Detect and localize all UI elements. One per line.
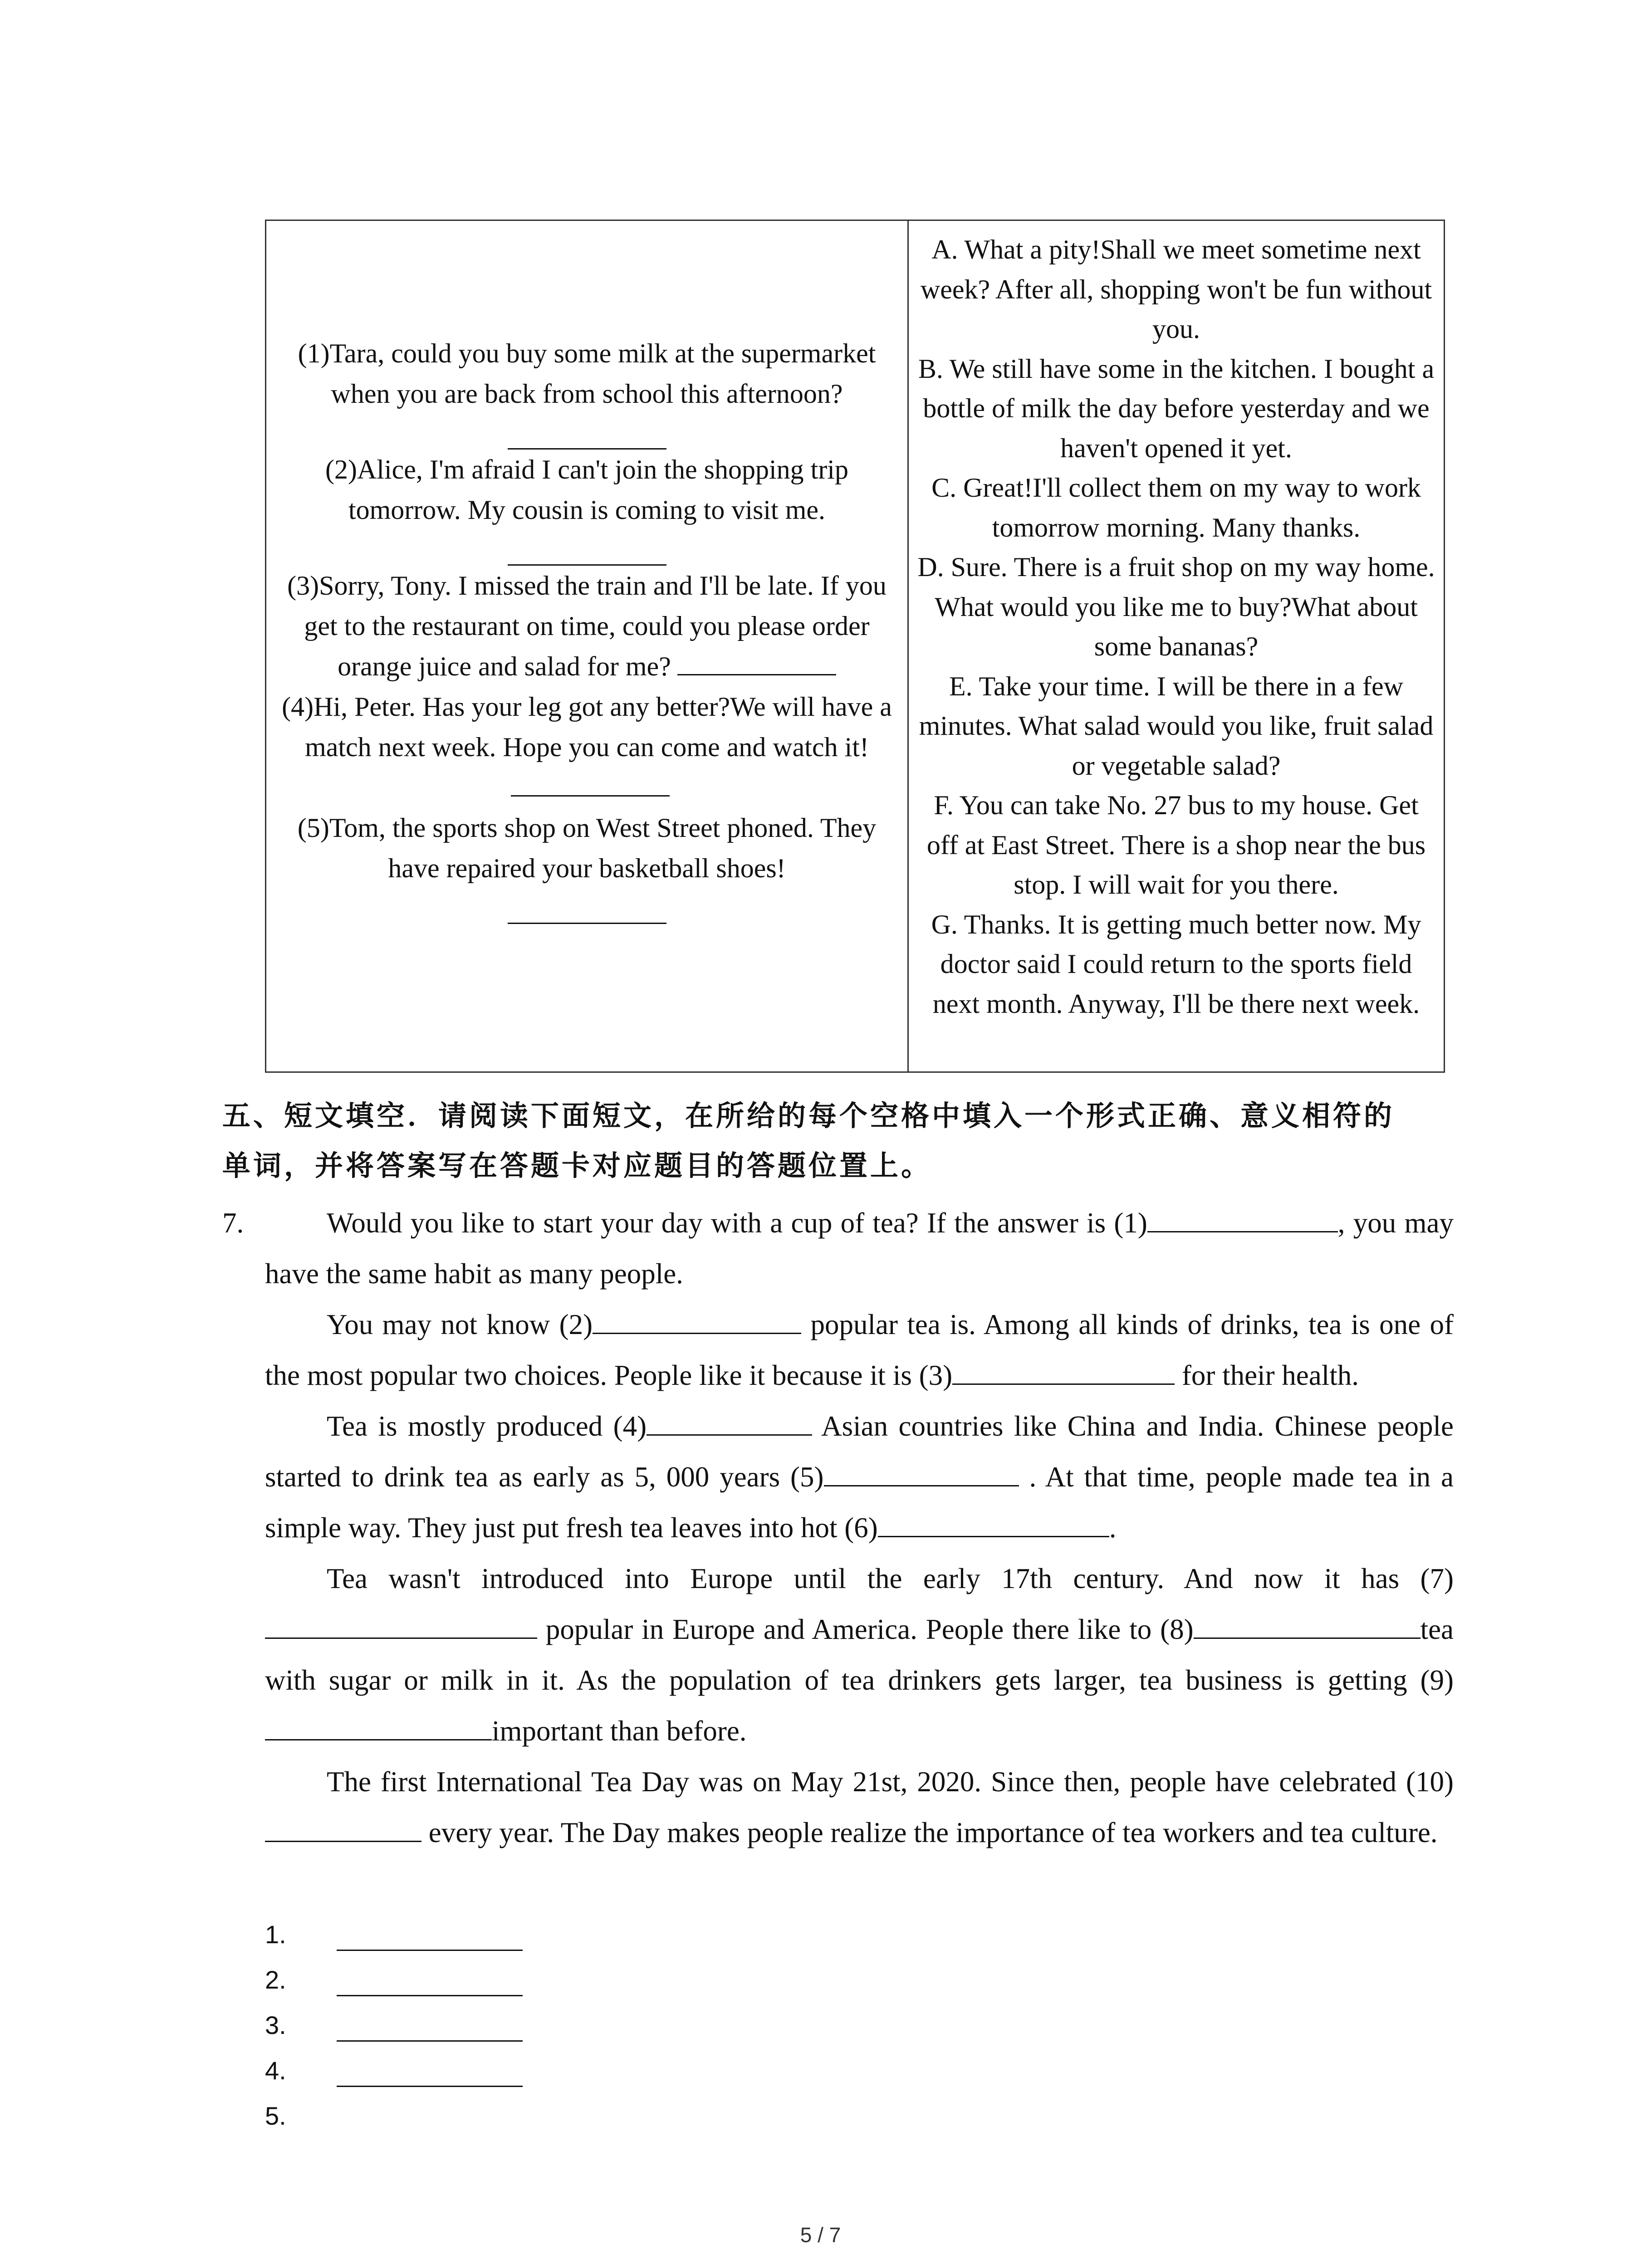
blank-6[interactable] [878,1508,1109,1537]
option-c: C. Great!I'll collect them on my way to work tomorrow morning. Many thanks. [931,473,1421,543]
blank-9[interactable] [265,1711,492,1740]
p3-text-a: Tea is mostly produced (4) [327,1410,647,1442]
p5-text-b: every year. The Day makes people realize the importance of tea workers and tea culture. [421,1817,1438,1848]
page-number: 5 / 7 [800,2223,841,2247]
option-d: D. Sure. There is a fruit shop on my way home. What would you like me to buy?What about some bananas? [917,552,1435,661]
cloze-passage [265,1198,1454,1858]
p2-text-c: for their health. [1175,1359,1359,1391]
p3-text-c: . At that time, people made tea in a simple way. They just put fresh tea leaves into hot (6) [265,1461,1454,1544]
p5-text-a: The first International Tea Day was on May 21st, 2020. Since then, people have celebrated (10) [327,1766,1454,1798]
p4-text-d: important than before. [492,1715,747,1747]
p4-text-c: tea with sugar or milk in it. As the population of tea drinkers gets larger, tea business is getting (9) [265,1613,1454,1696]
answer-line[interactable] [337,2086,523,2087]
paragraph-4 [265,1553,1454,1756]
paragraph-1 [265,1198,1454,1299]
blank-8[interactable] [1194,1609,1421,1639]
answer-number: 3. [265,2011,286,2039]
answer-number: 1. [265,1920,286,1949]
answer-number: 5. [265,2102,286,2130]
answer-blank-1[interactable] [508,414,666,450]
question-2: (2)Alice, I'm afraid I can't join the shopping trip tomorrow. My cousin is coming to visit me. [325,455,848,525]
answer-blank-5[interactable] [508,889,666,924]
paragraph-2 [265,1299,1454,1401]
question-3-text: (3)Sorry, Tony. I missed the train and I'll be late. If you get to the restaurant on time, could you please order orange juice and salad for me? [287,571,887,681]
p1-text-a: Would you like to start your day with a cup of tea? If the answer is (1) [327,1207,1147,1239]
option-a: A. What a pity!Shall we meet sometime next week? After all, shopping won't be fun without you. [920,235,1432,344]
options-column [909,221,1444,1071]
paragraph-5 [265,1756,1454,1858]
answer-blank-3[interactable] [677,647,836,675]
option-b: B. We still have some in the kitchen. I bought a bottle of milk the day before yesterday and we haven't opened it yet. [918,353,1435,463]
dialogue-table [265,220,1445,1073]
option-e: E. Take your time. I will be there in a few minutes. What salad would you like, fruit salad or vegetable salad? [919,671,1434,781]
blank-1[interactable] [1147,1203,1338,1232]
p4-text-a: Tea wasn't introduced into Europe until the early 17th century. And now it has (7) [327,1563,1454,1594]
answer-number: 4. [265,2056,286,2085]
question-number: 7. [222,1207,244,1239]
question-3 [276,566,897,687]
blank-10[interactable] [265,1813,421,1842]
answer-blank-4[interactable] [511,768,670,797]
p2-text-a: You may not know (2) [327,1309,593,1340]
p2-text-b: popular tea is. Among all kinds of drinks, tea is one of the most popular two choices. People like it because it is (3) [265,1309,1454,1391]
p1-text-b: , you may have the same habit as many people. [265,1207,1454,1290]
blank-5[interactable] [824,1457,1019,1486]
answer-line[interactable] [337,1995,523,1996]
question-5: (5)Tom, the sports shop on West Street phoned. They have repaired your basketball shoes! [297,813,877,883]
answer-number: 2. [265,1965,286,1994]
answer-line[interactable] [337,2040,523,2042]
question-4-text: (4)Hi, Peter. Has your leg got any better?We will have a match next week. Hope you can come and watch it! [282,692,892,762]
question-4 [276,687,897,808]
answer-blank-2[interactable] [508,530,666,566]
p4-text-b: popular in Europe and America. People there like to (8) [537,1613,1194,1645]
option-f: F. You can take No. 27 bus to my house. Get off at East Street. There is a shop near the bus stop. I will wait for you there. [926,790,1426,899]
option-g: G. Thanks. It is getting much better now. My doctor said I could return to the sports field next month. Anyway, I'll be there next week. [931,909,1421,1019]
p3-text-b: Asian countries like China and India. Chinese people started to drink tea as early as 5, 000 years (5) [265,1410,1454,1493]
answer-line[interactable] [337,1950,523,1951]
question-1: (1)Tara, could you buy some milk at the supermarket when you are back from school this afternoon? [298,338,876,409]
blank-3[interactable] [952,1355,1175,1385]
p3-text-d: . [1109,1512,1117,1544]
questions-column [266,221,909,1071]
blank-4[interactable] [647,1406,812,1436]
blank-7[interactable] [265,1609,537,1639]
blank-2[interactable] [593,1305,801,1334]
paragraph-3 [265,1401,1454,1553]
section-heading: 五、短文填空．请阅读下面短文，在所给的每个空格中填入一个形式正确、意义相符的单词，并将答案写在答题卡对应题目的答题位置上。 [222,1099,1395,1182]
